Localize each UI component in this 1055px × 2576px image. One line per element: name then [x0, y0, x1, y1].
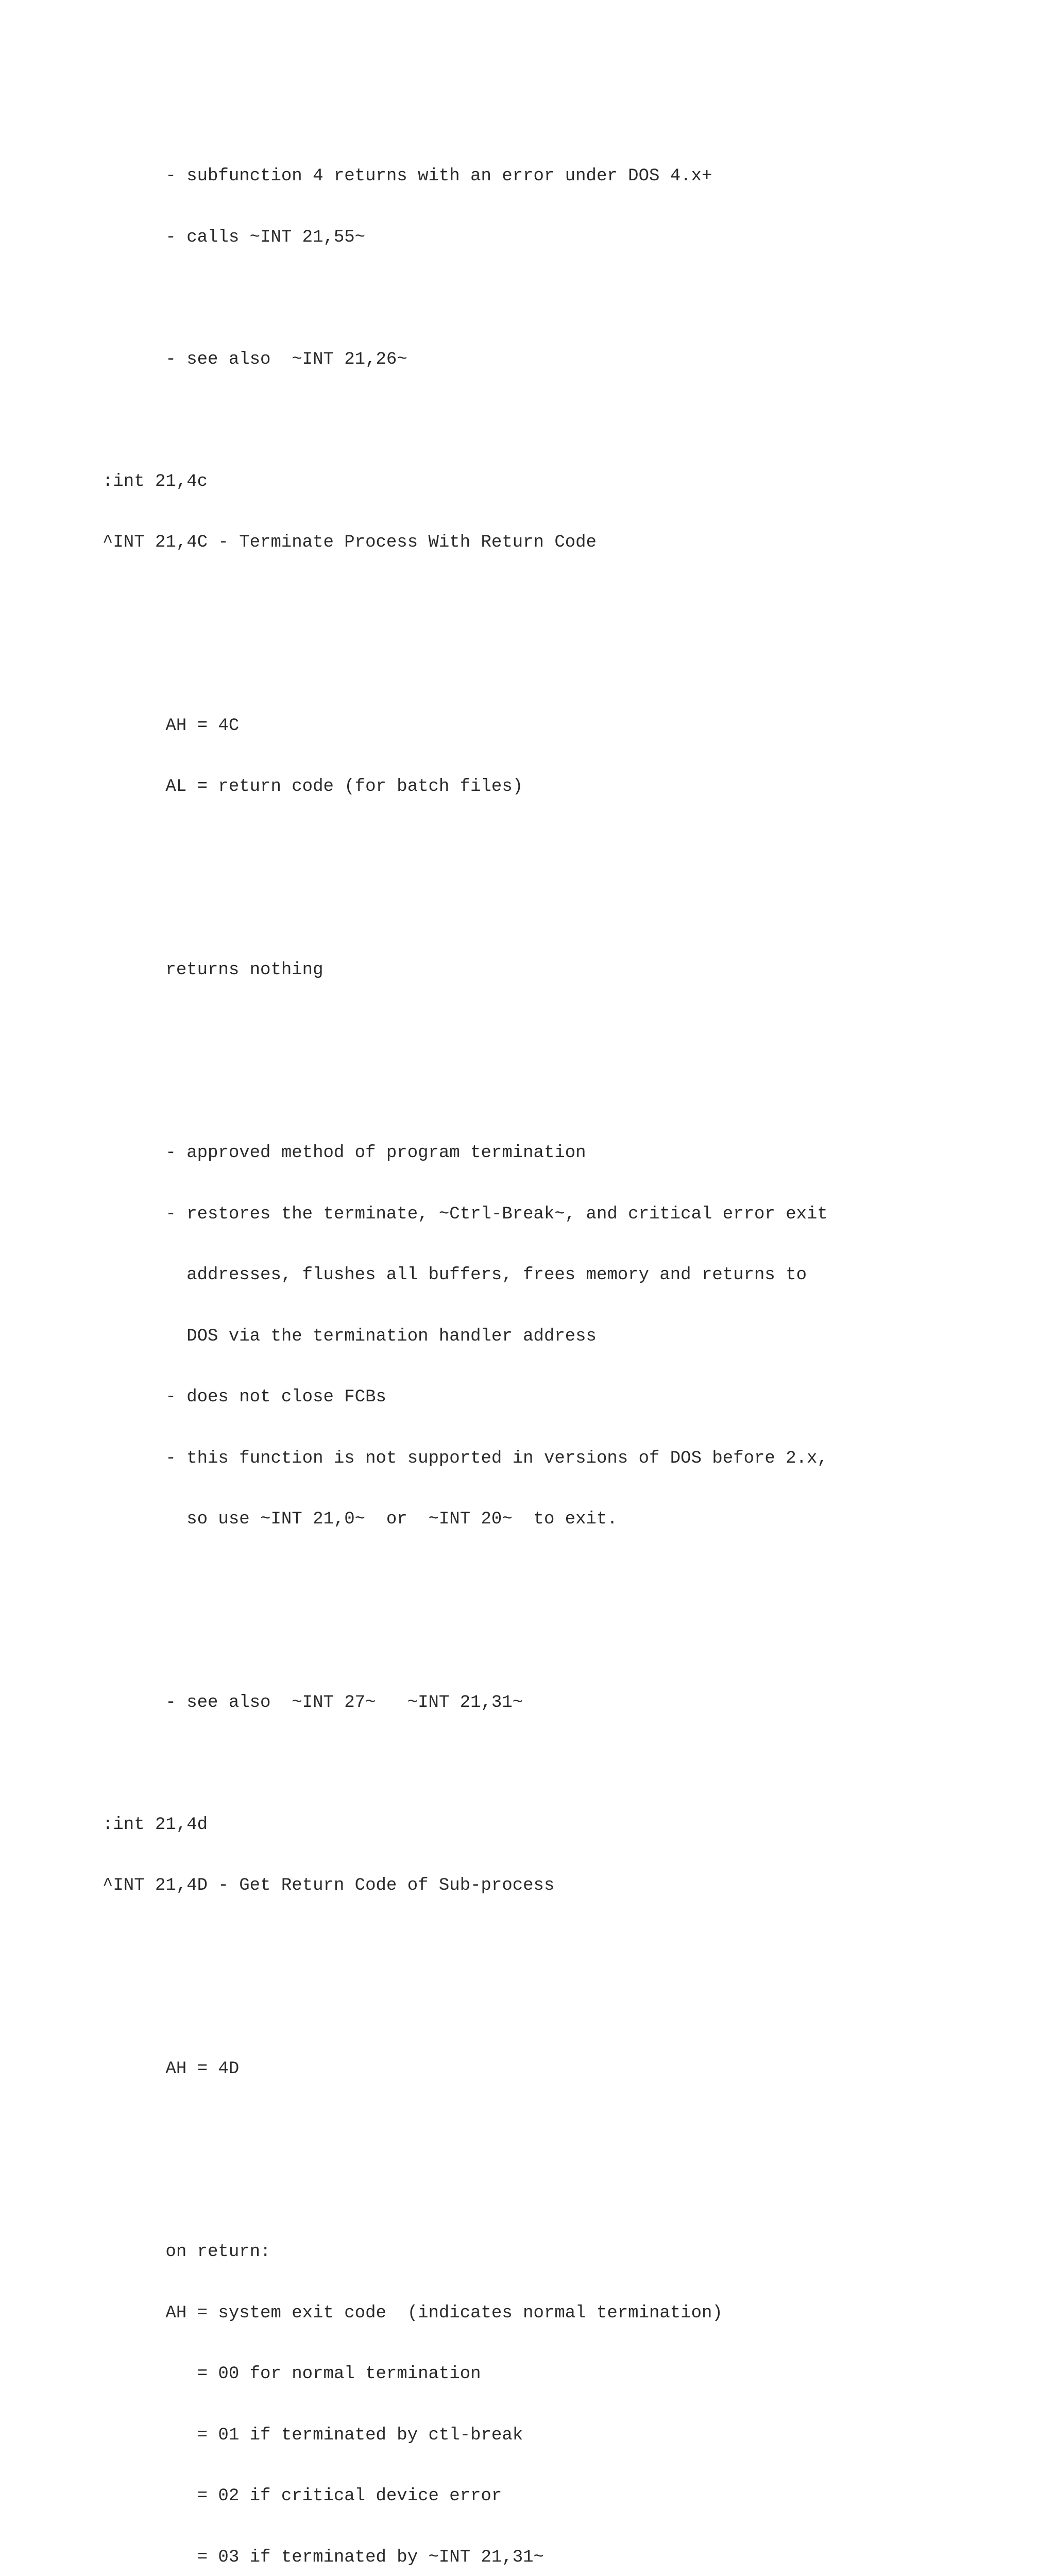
blank-line: [103, 289, 828, 309]
text-line: - does not close FCBs: [103, 1387, 386, 1407]
text-line: AH = 4C: [103, 716, 240, 736]
text-line: - this function is not supported in versions of DOS before 2.x,: [103, 1448, 828, 1468]
text-line: AH = 4D: [103, 2059, 240, 2079]
text-line: AL = return code (for batch files): [103, 777, 523, 796]
blank-line: [103, 1998, 828, 2019]
text-line: DOS via the termination handler address: [103, 1326, 597, 1346]
blank-line: [103, 594, 828, 615]
text-line: - see also ~INT 27~ ~INT 21,31~: [103, 1692, 523, 1713]
blank-line: [103, 1021, 828, 1042]
document-page: [103, 126, 828, 2576]
blank-line: [103, 411, 828, 431]
text-line: - restores the terminate, ~Ctrl-Break~, and critical error exit: [103, 1204, 828, 1224]
text-line: = 02 if critical device error: [103, 2486, 502, 2506]
text-line: addresses, flushes all buffers, frees memory and returns to: [103, 1265, 807, 1285]
blank-line: [103, 838, 828, 859]
text-line: - approved method of program termination: [103, 1143, 586, 1163]
topic-label: :int 21,4c: [103, 471, 208, 492]
blank-line: [103, 1754, 828, 1774]
topic-label: :int 21,4d: [103, 1815, 208, 1835]
text-line: - see also ~INT 21,26~: [103, 349, 407, 369]
text-line: so use ~INT 21,0~ or ~INT 20~ to exit.: [103, 1510, 618, 1529]
text-line: = 00 for normal termination: [103, 2364, 481, 2384]
blank-line: [103, 2120, 828, 2141]
blank-line: [103, 2181, 828, 2202]
section-heading: ^INT 21,4C - Terminate Process With Return Code: [103, 533, 597, 552]
blank-line: [103, 1632, 828, 1652]
text-line: - calls ~INT 21,55~: [103, 227, 366, 247]
blank-line: [103, 1937, 828, 1958]
text-line: on return:: [103, 2242, 271, 2262]
blank-line: [103, 655, 828, 675]
text-line: = 01 if terminated by ctl-break: [103, 2425, 523, 2445]
blank-line: [103, 1082, 828, 1103]
text-line: = 03 if terminated by ~INT 21,31~: [103, 2547, 544, 2567]
text-line: - subfunction 4 returns with an error under DOS 4.x+: [103, 166, 712, 186]
blank-line: [103, 899, 828, 920]
text-line: AH = system exit code (indicates normal termination): [103, 2303, 723, 2323]
blank-line: [103, 1571, 828, 1591]
section-heading: ^INT 21,4D - Get Return Code of Sub-process: [103, 1876, 555, 1895]
text-line: returns nothing: [103, 960, 324, 980]
